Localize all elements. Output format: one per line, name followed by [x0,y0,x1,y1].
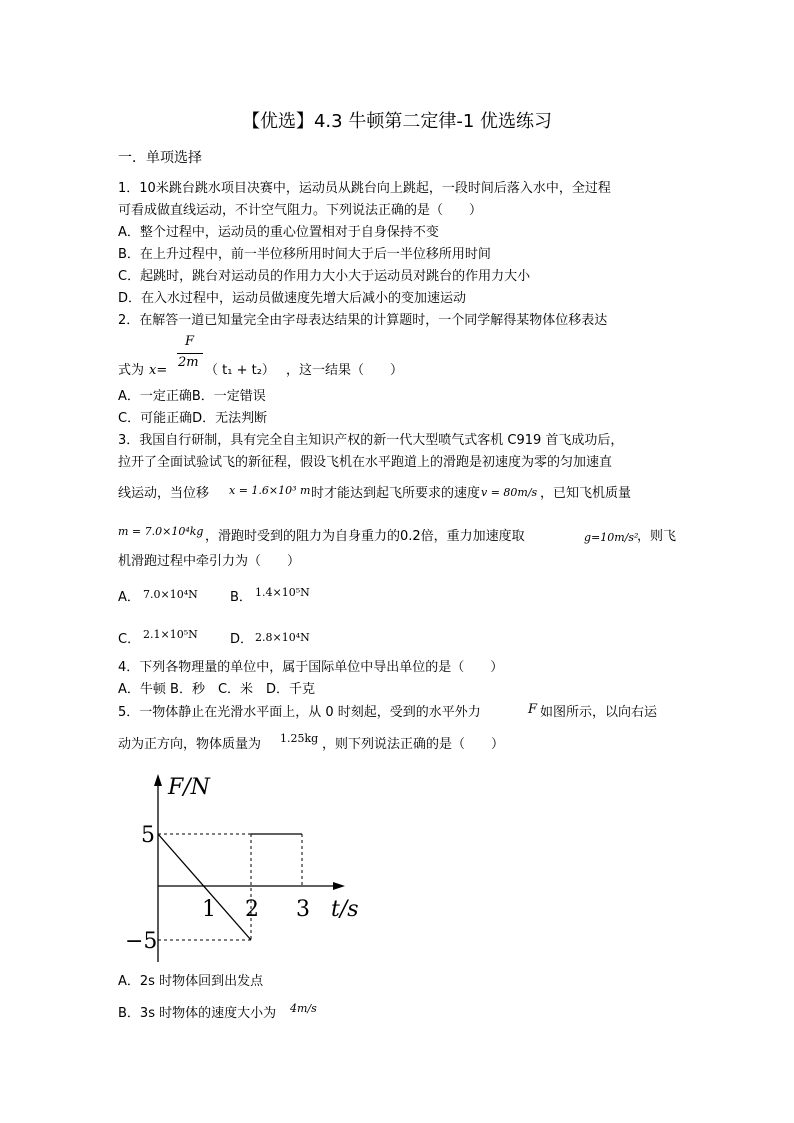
x-tick-2: 2 [245,897,259,922]
q2-x-eq: x= [149,363,168,378]
q3-option-b-value: 1.4×10⁵N [255,586,310,599]
y-tick-neg5: −5 [125,929,158,954]
x-axis-arrow [333,882,345,890]
y-tick-5: 5 [141,823,155,848]
q3-line3a: 线运动，当位移 [118,486,210,501]
q2-line1: 2．在解答一道已知量完全由字母表达结果的计算题时，一个同学解得某物体位移表达 [118,313,608,328]
q1-line1: 1．10米跳台跳水项目决赛中，运动员从跳台向上跳起，一段时间后落入水中，全过程 [118,181,611,196]
q2-options-cd: C．可能正确D．无法判断 [118,411,268,426]
q1-option-c: C．起跳时，跳台对运动员的作用力大小大于运动员对跳台的作用力大小 [118,269,531,284]
x-tick-3: 3 [296,897,310,922]
q4-options: A．牛顿 B．秒 C．米 D．千克 [118,682,316,697]
q3-line1: 3．我国自行研制，具有完全自主知识产权的新一代大型喷气式客机 C919 首飞成功后， [118,433,624,448]
q5-line1b: 如图所示，以向右运 [540,705,658,720]
q5-option-b-prefix: B．3s 时物体的速度大小为 [118,1006,277,1021]
q3-option-c-value: 2.1×10⁵N [143,628,198,641]
q1-option-b: B．在上升过程中，前一半位移所用时间大于后一半位移所用时间 [118,247,491,262]
q3-line3b: 时才能达到起飞所要求的速度 [311,486,481,501]
q2-options-ab: A．一定正确B．一定错误 [118,389,266,404]
q5-mass: 1.25kg [280,732,319,745]
q5-option-a: A．2s 时物体回到出发点 [118,974,264,989]
q3-displacement: x = 1.6×10³ m [229,484,311,497]
q5-line2b: ，则下列说法正确的是（ ） [322,737,505,752]
q3-option-d-value: 2.8×10⁴N [255,631,310,644]
q3-mass: m = 7.0×10⁴kg [118,525,204,538]
q2-frac-bar [177,353,203,354]
q2-expr-prefix: 式为 [118,363,145,378]
q4-line1: 4．下列各物理量的单位中，属于国际单位中导出单位的是（ ） [118,660,504,675]
q3-line5: 机滑跑过程中牵引力为（ ） [118,554,301,569]
q2-frac-denominator: 2m [178,355,199,370]
q3-line4b: ，则飞 [637,529,677,544]
y-axis-label: F/N [168,775,210,800]
q5-line2a: 动为正方向，物体质量为 [118,737,262,752]
q3-line3c: ，已知飞机质量 [540,486,632,501]
q5-option-b-value: 4m/s [290,1002,317,1015]
q3-option-c-label: C． [118,632,141,647]
q3-line4a: ，滑跑时受到的阻力为自身重力的0.2倍，重力加速度取 [205,529,525,544]
q3-gravity: g=10m/s² [584,531,639,544]
q3-speed: v = 80m/s [481,486,538,499]
section-heading: 一．单项选择 [118,150,202,166]
q1-line2: 可看成做直线运动，不计空气阻力。下列说法正确的是（ ） [118,203,483,218]
q3-option-b-label: B． [230,590,252,605]
q3-option-a-label: A． [118,590,140,605]
q5-force-symbol: F [528,702,538,717]
q3-option-a-value: 7.0×10⁴N [143,588,198,601]
q2-paren: （ t₁ + t₂） [205,363,275,378]
force-time-graph [125,770,375,970]
q1-option-d: D．在入水过程中，运动员做速度先增大后减小的变加速运动 [118,291,467,306]
y-axis-arrow [154,774,162,786]
q2-frac-numerator: F [185,334,195,349]
x-tick-1: 1 [202,897,216,922]
page-title: 【优选】4.3 牛顿第二定律-1 优选练习 [241,111,552,132]
force-line-decreasing [158,834,251,940]
q3-option-d-label: D． [230,632,254,647]
q3-line2: 拉开了全面试验试飞的新征程，假设飞机在水平跑道上的滑跑是初速度为零的匀加速直 [118,455,613,470]
x-axis-label: t/s [331,897,359,922]
q1-option-a: A．整个过程中，运动员的重心位置相对于自身保持不变 [118,225,439,240]
q2-expr-suffix: ，这一结果（ ） [286,363,404,378]
q5-line1a: 5．一物体静止在光滑水平面上，从 0 时刻起，受到的水平外力 [118,705,481,720]
